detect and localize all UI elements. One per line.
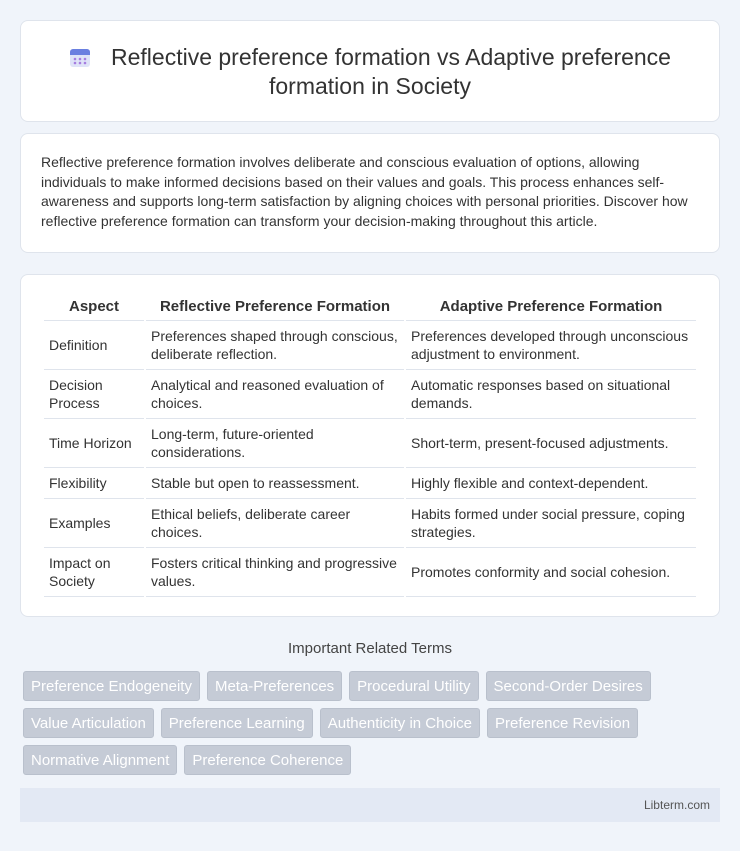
- page-title: [51, 43, 689, 101]
- related-terms-title: Important Related Terms: [288, 640, 452, 657]
- cell-reflective: Stable but open to reassessment.: [146, 468, 404, 499]
- table-row: [44, 419, 696, 468]
- comparison-table: [42, 293, 698, 597]
- comparison-card: [20, 274, 720, 617]
- cell-aspect: Flexibility: [44, 468, 144, 499]
- tag-authenticity-in-choice[interactable]: Authenticity in Choice: [320, 708, 480, 738]
- intro-paragraph: Reflective preference formation involves deliberate and conscious evaluation of options, allowing individuals to make informed decisions based on their values and goals. This process enhances self-awareness and supports long-term satisfaction by aligning choices with personal priorities. Discover how reflective preference formation can transform your decision-making throughout this article.: [41, 154, 688, 229]
- tag-second-order-desires[interactable]: Second-Order Desires: [486, 671, 651, 701]
- cell-adaptive: Preferences developed through unconscious adjustment to environment.: [406, 321, 696, 370]
- related-terms-list: [20, 671, 720, 775]
- title-card: [20, 20, 720, 122]
- cell-adaptive: Highly flexible and context-dependent.: [406, 468, 696, 499]
- table-row: [44, 370, 696, 419]
- tag-preference-coherence[interactable]: Preference Coherence: [184, 745, 351, 775]
- tag-preference-learning[interactable]: Preference Learning: [161, 708, 313, 738]
- table-header-row: [44, 293, 696, 321]
- cell-aspect: Time Horizon: [44, 419, 144, 468]
- tag-meta-preferences[interactable]: Meta-Preferences: [207, 671, 342, 701]
- cell-reflective: Fosters critical thinking and progressive values.: [146, 548, 404, 597]
- tag-preference-endogeneity[interactable]: Preference Endogeneity: [23, 671, 200, 701]
- header-reflective: Reflective Preference Formation: [146, 293, 404, 321]
- cell-aspect: Impact on Society: [44, 548, 144, 597]
- cell-adaptive: Automatic responses based on situational demands.: [406, 370, 696, 419]
- table-row: [44, 499, 696, 548]
- footer: [20, 788, 720, 822]
- cell-reflective: Long-term, future-oriented considerations.: [146, 419, 404, 468]
- cell-aspect: Examples: [44, 499, 144, 548]
- cell-aspect: Decision Process: [44, 370, 144, 419]
- cell-adaptive: Habits formed under social pressure, coping strategies.: [406, 499, 696, 548]
- tag-normative-alignment[interactable]: Normative Alignment: [23, 745, 177, 775]
- intro-card: [20, 133, 720, 253]
- header-adaptive: Adaptive Preference Formation: [406, 293, 696, 321]
- table-row: [44, 321, 696, 370]
- table-row: [44, 548, 696, 597]
- tag-value-articulation[interactable]: Value Articulation: [23, 708, 154, 738]
- cell-adaptive: Promotes conformity and social cohesion.: [406, 548, 696, 597]
- footer-brand[interactable]: Libterm.com: [643, 798, 710, 812]
- tag-procedural-utility[interactable]: Procedural Utility: [349, 671, 478, 701]
- cell-adaptive: Short-term, present-focused adjustments.: [406, 419, 696, 468]
- header-aspect: Aspect: [44, 293, 144, 321]
- cell-reflective: Ethical beliefs, deliberate career choices.: [146, 499, 404, 548]
- table-row: [44, 468, 696, 499]
- tag-preference-revision[interactable]: Preference Revision: [487, 708, 638, 738]
- calendar-icon: [69, 46, 91, 68]
- cell-reflective: Preferences shaped through conscious, deliberate reflection.: [146, 321, 404, 370]
- page-title-text: Reflective preference formation vs Adaptive preference formation in Society: [111, 44, 671, 99]
- cell-reflective: Analytical and reasoned evaluation of choices.: [146, 370, 404, 419]
- cell-aspect: Definition: [44, 321, 144, 370]
